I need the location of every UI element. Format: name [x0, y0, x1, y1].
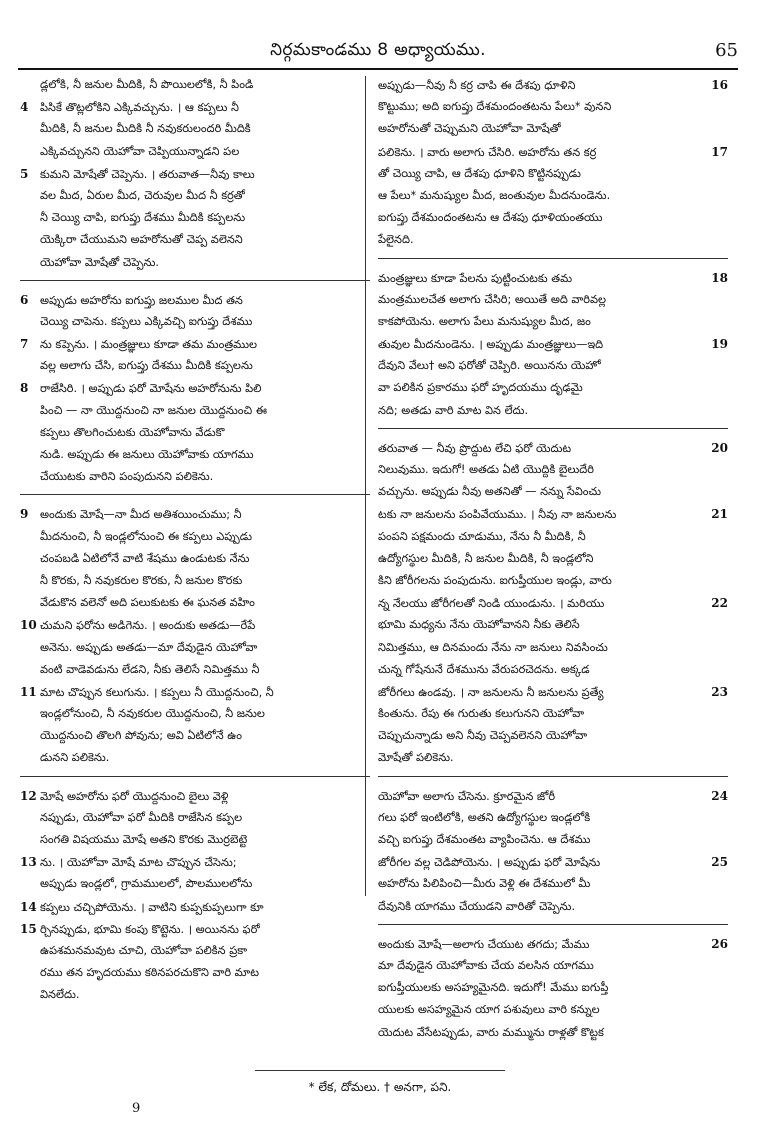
- signature-mark: 9: [132, 1101, 141, 1116]
- text-line: [378, 333, 728, 355]
- line-text: ఐగుప్తు దేశమందంతటను ఆ దేశపు ధూళియంతయు: [378, 211, 603, 225]
- text-line: [378, 614, 728, 636]
- line-text: చున్న గోషేనునే దేశమును వేరుపరచెదను. అక్కడ: [378, 662, 590, 676]
- paragraph: [20, 776, 370, 1007]
- line-text: పలికెను. । వారు అలాగు చేసిరి. అహరోను తన కర్ర: [378, 145, 597, 159]
- line-text: జోరీగల వల్ల చెడిపోయెను. । అప్పుడు ఫరో మోషేను: [378, 856, 601, 870]
- text-line: [378, 785, 728, 807]
- text-line: [378, 955, 728, 977]
- text-line: [20, 466, 370, 488]
- line-text: వచ్చి ఐగుప్తు దేశమంతట వ్యాపించెను. ఆ దేశము: [378, 833, 591, 846]
- text-line: [20, 614, 370, 636]
- verse-number: 14: [20, 899, 37, 914]
- text-line: [378, 851, 728, 873]
- text-line: [378, 1022, 728, 1044]
- text-line: [20, 74, 370, 96]
- line-text: చంపబడి ఏటిలోనే వాటి శేషము ఉండుటకు నేను: [40, 551, 250, 565]
- line-text: సంగతి విషయము మోషే అతని కొరకు మొర్రబెట్టె: [40, 833, 248, 846]
- line-text: టకు నా జనులను పంపివేయుము. । నీవు నా జనులను: [378, 508, 617, 522]
- text-line: [20, 807, 370, 829]
- line-text: వల మీద, ఏరుల మీద, చెరువుల మీద నీ కర్రతో: [40, 188, 245, 202]
- text-line: [20, 526, 370, 548]
- line-text: డునని పలికెను.: [40, 751, 110, 765]
- line-text: చేయుటకు వారిని పంపుదునని పలికెను.: [40, 470, 214, 484]
- text-line: [20, 829, 370, 851]
- text-line: [20, 252, 370, 274]
- verse-number: 26: [711, 936, 728, 951]
- paragraph: [378, 776, 728, 918]
- text-line: [378, 592, 728, 614]
- line-text: వేడుకొన వలెనో అది పలుకుటకు ఈ ఘనత వహిం: [40, 596, 255, 610]
- verse-number: 24: [711, 788, 728, 803]
- verse-number: 16: [711, 78, 728, 92]
- line-text: ఎక్కివచ్చునని యెహోవా చెప్పియున్నాడని పల: [40, 144, 240, 158]
- line-text: యెహోవా అలాగు చేసెను. క్రూరమైన జోరీ: [378, 789, 556, 803]
- text-line: [20, 377, 370, 399]
- text-line: [378, 807, 728, 829]
- text-line: [20, 333, 370, 355]
- text-line: [378, 400, 728, 422]
- text-line: [20, 962, 370, 984]
- verse-number: 20: [711, 440, 728, 455]
- line-text: యెదుట వేసేటప్పుడు, వారు మమ్మును రాళ్లతో కొట్టక: [378, 1025, 604, 1039]
- paragraph: [378, 924, 728, 1044]
- footnote: * లేక, దోమలు. † అనగా, పని.: [308, 1080, 452, 1094]
- verse-number: 18: [711, 270, 728, 285]
- text-line: [20, 873, 370, 895]
- text-line: [378, 311, 728, 333]
- line-text: ను కప్పెను. । మంత్రజ్ఞులు కూడా తమ మంత్రముల: [40, 338, 257, 352]
- line-text: ఆ పేలు* మనుష్యుల మీద, జంతువుల మీదనుండెను.: [378, 188, 611, 202]
- verse-number: 13: [20, 855, 37, 870]
- line-text: మాట చొప్పున కలుగును. । కప్పలు నీ యొద్దనుంచి, నీ: [40, 685, 274, 699]
- text-line: [20, 548, 370, 570]
- verse-number: 21: [711, 507, 728, 522]
- line-text: కొట్టుము; అది ఐగుప్తు దేశమందంతటను పేలు* వునని: [378, 100, 612, 114]
- text-line: [378, 141, 728, 163]
- text-line: [20, 118, 370, 140]
- line-text: ఉద్యోగస్థుల మీదికి, నీ జనుల మీదికి, నీ ఇండ్లలోని: [378, 551, 594, 565]
- line-text: ఐగుప్తీయులకు అసహ్యమైనది. ఇదుగో! మేము ఐగుప్తీ: [378, 981, 609, 995]
- line-text: దేవుని వేలు† అని ఫరోతో చెప్పిరి. అయినను యెహో: [378, 359, 601, 373]
- text-line: [20, 163, 370, 185]
- text-line: [20, 703, 370, 725]
- text-line: [378, 267, 728, 289]
- page-number: 65: [715, 40, 738, 61]
- line-text: దేవునికి యాగము చేయుడని వారితో చెప్పెను.: [378, 899, 576, 913]
- text-line: [20, 896, 370, 918]
- line-text: గలు ఫరో ఇంటిలోకి, అతని ఉద్యోగస్థుల ఇండ్లలోకి: [378, 810, 591, 824]
- paragraph: [378, 428, 728, 770]
- text-line: [378, 207, 728, 229]
- text-line: [378, 999, 728, 1021]
- text-line: [20, 918, 370, 940]
- line-text: నిలువుము. ఇదుగో! అతడు ఏటి యొద్దికి బైలుదేరి: [378, 463, 594, 476]
- line-text: వల్ల అలాగు చేసి, ఐగుప్తు దేశము మీదికి కప్పలను: [40, 359, 253, 373]
- line-text: యులకు అసహ్యమైన యాగ పశువులు వారి కన్నుల: [378, 1003, 600, 1017]
- text-line: [20, 681, 370, 703]
- line-text: న్న నేలయు జోరీగలతో నిండి యుండును. । మరియు: [378, 597, 605, 611]
- line-text: జోరీగలు ఉండవు. । నా జనులను నీ జనులను ప్రత్యే: [378, 685, 604, 699]
- line-text: రము తన హృదయము కఠినపరచుకొని వారి మాట: [40, 966, 259, 980]
- line-text: తో చెయ్యి చాపి, ఆ దేశపు ధూళిని కొట్టినప్పుడు: [378, 166, 581, 180]
- line-text: నీ కొరకు, నీ నవుకరుల కొరకు, నీ జనుల కొరకు: [40, 573, 243, 587]
- text-line: [378, 681, 728, 703]
- line-text: అహరోనుతో చెప్పుమని యెహోవా మోషేతో: [378, 122, 561, 136]
- line-text: యెహోవా మోషేతో చెప్పెను.: [40, 255, 159, 269]
- footnote-rule: [255, 1070, 505, 1071]
- verse-number: 15: [20, 921, 37, 936]
- line-text: కప్పలు తొలగించుటకు యెహోవాను వేడుకొ: [40, 425, 225, 439]
- verse-number: 4: [20, 100, 29, 115]
- text-line: [378, 163, 728, 185]
- text-line: [378, 570, 728, 592]
- text-line: [20, 207, 370, 229]
- verse-number: 10: [20, 618, 37, 633]
- line-text: వచ్చును. అప్పుడు నీవు అతనితో — నన్ను సేవించు: [378, 485, 602, 499]
- line-text: మా దేవుడైన యెహోవాకు చేయ వలసిన యాగము: [378, 958, 594, 972]
- line-text: చెయ్యి చాపెను. కప్పలు ఎక్కివచ్చి ఐగుప్తు దేశము: [40, 314, 253, 328]
- text-line: [20, 503, 370, 525]
- text-line: [378, 459, 728, 481]
- text-line: [20, 747, 370, 769]
- line-text: కిని జోరీగలను పంపుదును. ఐగుప్తీయుల ఇండ్లు, వారు: [378, 573, 612, 587]
- text-line: [378, 829, 728, 851]
- text-line: [378, 659, 728, 681]
- line-text: అప్పుడు—నీవు నీ కర్ర చాపి ఈ దేశపు ధూళిని: [378, 79, 576, 92]
- line-text: పంపని పక్షమందు చూడుము, నేను నీ మీదికి, నీ: [378, 529, 586, 543]
- text-line: [20, 570, 370, 592]
- text-line: [20, 637, 370, 659]
- line-text: కాకపోయెను. అలాగు పేలు మనుష్యుల మీద, జం: [378, 314, 591, 328]
- line-text: యొద్దనుంచి తొలగి పోవును; అవి ఏటిలోనే ఉం: [40, 729, 243, 743]
- text-line: [378, 725, 728, 747]
- text-line: [20, 229, 370, 251]
- verse-number: 9: [20, 507, 29, 522]
- text-line: [378, 437, 728, 459]
- line-text: పిసికే తొట్లలోకిని ఎక్కివచ్చును. । ఆ కప్పలు నీ: [40, 101, 239, 115]
- column-divider: [365, 76, 366, 896]
- text-line: [20, 311, 370, 333]
- verse-number: 17: [711, 144, 728, 159]
- text-line: [378, 74, 728, 96]
- text-line: [378, 185, 728, 207]
- text-line: [20, 940, 370, 962]
- paragraph: [20, 494, 370, 769]
- text-line: [20, 659, 370, 681]
- line-text: ను. । యెహోవా మోషే మాట చొప్పున చేసెను;: [40, 856, 237, 870]
- page-header: [18, 38, 738, 70]
- verse-number: 6: [20, 292, 29, 307]
- line-text: తరువాత — నీవు ప్రొద్దుట లేచి ఫరో యెదుట: [378, 441, 572, 455]
- text-line: [378, 289, 728, 311]
- line-text: వినలేదు.: [40, 988, 80, 1002]
- line-text: మోషే అహరోను ఫరో యొద్దనుంచి బైలు వెళ్లి: [40, 789, 229, 803]
- line-text: మీదనుంచి, నీ ఇండ్లలోనుంచి ఈ కప్పలు ఎప్పుడు: [40, 529, 253, 543]
- text-line: [20, 984, 370, 1006]
- text-line: [378, 548, 728, 570]
- text-line: [20, 785, 370, 807]
- line-text: భూమి మధ్యను నేను యెహోవానని నీకు తెలిసే: [378, 618, 580, 632]
- text-line: [20, 422, 370, 444]
- paragraph: [378, 258, 728, 422]
- text-line: [378, 118, 728, 140]
- text-line: [378, 229, 728, 251]
- line-text: నది; అతడు వారి మాట విన లేదు.: [378, 403, 529, 417]
- running-title: నిర్గమకాండము 8 అధ్యాయము.: [270, 40, 486, 60]
- text-line: [378, 747, 728, 769]
- text-line: [378, 355, 728, 377]
- text-line: [378, 933, 728, 955]
- line-text: నుడి. అప్పుడు ఈ జనులు యెహోవాకు యాగము: [40, 448, 254, 461]
- text-line: [378, 703, 728, 725]
- text-line: [378, 503, 728, 525]
- verse-number: 5: [20, 166, 29, 181]
- line-text: మంత్రజ్ఞులు కూడా పేలను పుట్టించుటకు తమ: [378, 271, 573, 285]
- line-text: మీదికి, నీ జనుల మీదికి నీ నవుకరులందరి మీదికి: [40, 122, 251, 136]
- text-line: [20, 141, 370, 163]
- line-text: అప్పుడు అహరోను ఐగుప్తు జలముల మీద తన: [40, 293, 243, 307]
- verse-number: 8: [20, 381, 29, 396]
- verse-number: 12: [20, 788, 37, 803]
- line-text: వంటి వాడెవడును లేడని, నీకు తెలిసే నిమిత్తము నీ: [40, 662, 260, 676]
- right-column: [378, 74, 728, 1039]
- paragraph: [20, 74, 370, 274]
- text-line: [378, 873, 728, 895]
- text-line: [378, 526, 728, 548]
- line-text: అహరోను పిలిపించి—మీరు వెళ్లి ఈ దేశములో మీ: [378, 877, 591, 891]
- line-text: నిమిత్తము, ఆ దినమందు నేను నా జనులు నివసించు: [378, 640, 608, 654]
- verse-number: 11: [20, 684, 37, 699]
- line-text: వా పలికిన ప్రకారము ఫరో హృదయము దృఢమై: [378, 381, 583, 395]
- text-line: [20, 355, 370, 377]
- text-line: [20, 725, 370, 747]
- text-line: [20, 592, 370, 614]
- verse-number: 19: [711, 337, 728, 352]
- text-line: [20, 96, 370, 118]
- line-text: మోషేతో పలికెను.: [378, 751, 454, 765]
- line-text: నీ చెయ్యి చాపి, ఐగుప్తు దేశము మీదికి కప్పలను: [40, 211, 246, 225]
- text-line: [378, 96, 728, 118]
- line-text: తువుల మీదనుండెను. । అప్పుడు మంత్రజ్ఞులు—ఇది: [378, 338, 604, 352]
- line-text: కింతును. రేపు ఈ గురుతు కలుగునని యెహోవా: [378, 707, 585, 721]
- line-text: కుమని మోషేతో చెప్పెను. । తరువాత—నీవు కాలు: [40, 167, 255, 181]
- text-line: [20, 185, 370, 207]
- line-text: ఉపశమనమవుట చూచి, యెహోవా పలికిన ప్రకా: [40, 943, 248, 957]
- text-line: [378, 637, 728, 659]
- text-line: [20, 444, 370, 466]
- text-line: [378, 377, 728, 399]
- line-text: మంత్రములచేత అలాగు చేసిరి; అయితే అది వారివల్ల: [378, 292, 606, 306]
- line-text: చుమని ఫరోను అడిగెను. । అందుకు అతడు—రేపే: [40, 619, 256, 633]
- line-text: అందుకు మోషే—అలాగు చేయుట తగదు; మేము: [378, 937, 590, 951]
- line-text: అందుకు మోషే—నా మీద అతిశయించుము; నీ: [40, 508, 242, 522]
- line-text: చెప్పుచున్నాడు అని నీవు చెప్పవలెనని యెహోవా: [378, 729, 588, 743]
- line-text: కప్పలు చచ్చిపోయెను. । వాటిని కుప్పకుప్పలుగా కూ: [40, 900, 264, 914]
- verse-number: 23: [711, 684, 728, 699]
- verse-number: 7: [20, 337, 29, 352]
- text-line: [378, 896, 728, 918]
- line-text: డ్లలోకి, నీ జనుల మీదికి, నీ పొయిలలోకి, నీ పిండి: [40, 78, 254, 91]
- text-line: [20, 289, 370, 311]
- text-line: [20, 851, 370, 873]
- line-text: ర్చినప్పుడు, భూమి కంపు కొట్టెను. । అయినను ఫరో: [40, 922, 260, 936]
- verse-number: 25: [711, 855, 728, 870]
- paragraph: [378, 74, 728, 252]
- line-text: పించి — నా యొద్దనుంచి నా జనుల యొద్దనుంచి ఈ: [40, 403, 267, 417]
- line-text: ఇండ్లలోనుంచి, నీ నవుకరుల యొద్దనుంచి, నీ జనుల: [40, 707, 265, 721]
- text-line: [20, 400, 370, 422]
- line-text: రాజేసిరి. । అప్పుడు ఫరో మోషేను అహరోనును పిలి: [40, 382, 262, 396]
- text-line: [378, 977, 728, 999]
- verse-number: 22: [711, 596, 728, 611]
- line-text: అనెను. అప్పుడు అతడు—మా దేవుడైన యెహోవా: [40, 640, 258, 654]
- line-text: అప్పుడు ఇండ్లలో, గ్రామములలో, పొలములలోను: [40, 877, 253, 891]
- line-text: నప్పుడు, యెహోవా ఫరో మీదికి రాజేసిన కప్పల: [40, 810, 243, 824]
- paragraph: [20, 280, 370, 489]
- left-column: [20, 74, 370, 1002]
- line-text: యెక్కిరా చేయుమని అహరోనుతో చెప్ప వలెనని: [40, 233, 243, 247]
- text-line: [378, 481, 728, 503]
- line-text: పేలైనది.: [378, 233, 414, 247]
